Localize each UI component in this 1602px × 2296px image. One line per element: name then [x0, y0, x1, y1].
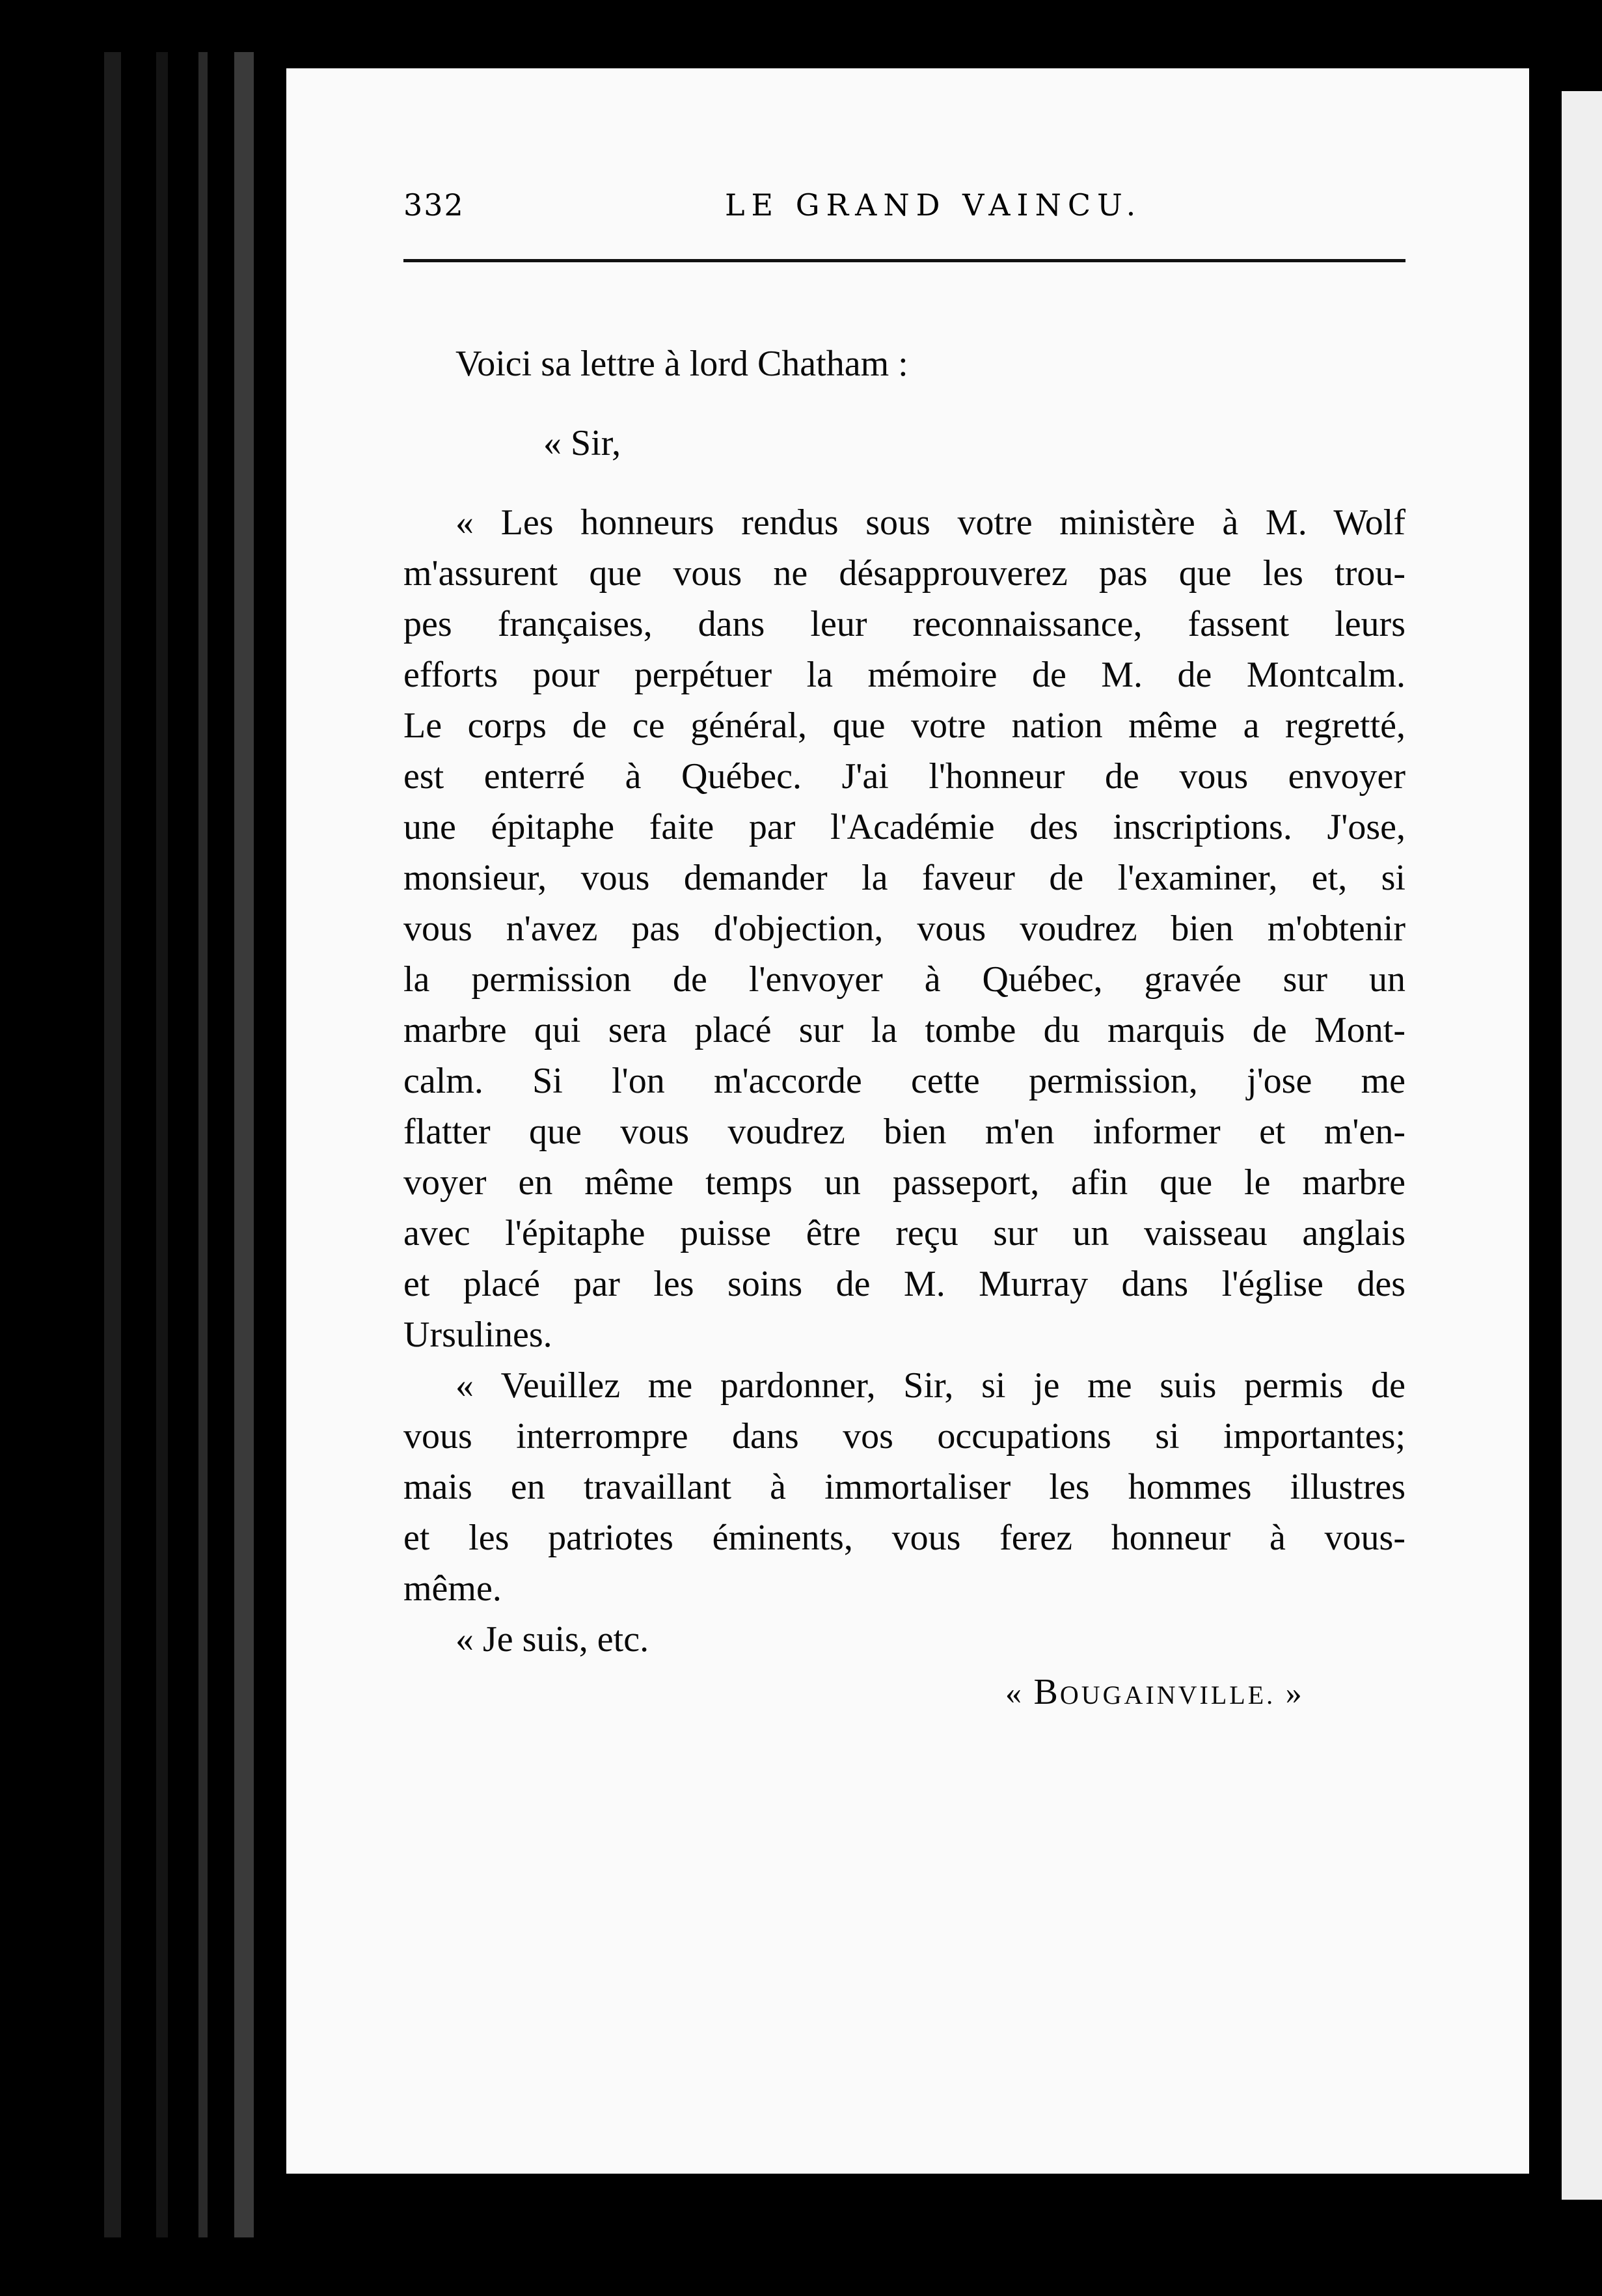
- text-line: et les patriotes éminents, vous ferez honneur à vous-: [403, 1518, 1405, 1558]
- text-line: calm. Si l'on m'accorde cette permission, j'ose me: [403, 1061, 1405, 1101]
- text-line: Le corps de ce général, que votre nation même a regretté,: [403, 705, 1405, 746]
- text-line: pes françaises, dans leur reconnaissance, fassent leurs: [403, 604, 1405, 644]
- binding-edge: [198, 52, 208, 2237]
- binding-edge: [104, 52, 121, 2237]
- closing-line: « Je suis, etc.: [455, 1619, 649, 1660]
- intro-line: Voici sa lettre à lord Chatham :: [455, 344, 908, 384]
- text-line: flatter que vous voudrez bien m'en informer et m'en-: [403, 1112, 1405, 1152]
- text-line: est enterré à Québec. J'ai l'honneur de vous envoyer: [403, 756, 1405, 797]
- signature: [1005, 1671, 1304, 1713]
- header-rule: [403, 259, 1405, 262]
- signature-initial: B: [1033, 1672, 1060, 1712]
- letter-paragraph-2: [403, 1360, 1405, 1614]
- text-line: vous interrompre dans vos occupations si importantes;: [403, 1416, 1405, 1456]
- text-line: mais en travaillant à immortaliser les hommes illustres: [403, 1467, 1405, 1507]
- book-binding: [0, 0, 273, 2296]
- text-line: même.: [403, 1568, 502, 1609]
- salutation: « Sir,: [543, 423, 621, 463]
- text-line: et placé par les soins de M. Murray dans l'église des: [403, 1264, 1405, 1304]
- text-line: marbre qui sera placé sur la tombe du marquis de Mont-: [403, 1010, 1405, 1050]
- signature-close-quote: »: [1275, 1674, 1304, 1711]
- text-line: « Les honneurs rendus sous votre ministère à M. Wolf: [455, 502, 1405, 543]
- text-line: m'assurent que vous ne désapprouverez pas que les trou-: [403, 553, 1405, 594]
- page-number: 332: [403, 187, 465, 223]
- running-head: [403, 187, 1399, 233]
- body-text: [403, 338, 1405, 1665]
- signature-open-quote: «: [1005, 1674, 1034, 1711]
- facing-page-edge: [1562, 91, 1602, 2200]
- text-line: avec l'épitaphe puisse être reçu sur un vaisseau anglais: [403, 1213, 1405, 1253]
- signature-name: OUGAINVILLE.: [1059, 1680, 1276, 1710]
- letter-paragraph-1: [403, 497, 1405, 1360]
- running-title: LE GRAND VAINCU.: [725, 187, 1143, 223]
- binding-edge: [156, 52, 168, 2237]
- text-line: « Veuillez me pardonner, Sir, si je me suis permis de: [455, 1365, 1405, 1406]
- text-line: vous n'avez pas d'objection, vous voudrez bien m'obtenir: [403, 909, 1405, 949]
- binding-edge: [234, 52, 254, 2237]
- text-line: une épitaphe faite par l'Académie des inscriptions. J'ose,: [403, 807, 1405, 847]
- text-line: efforts pour perpétuer la mémoire de M. de Montcalm.: [403, 655, 1405, 695]
- text-line: la permission de l'envoyer à Québec, gravée sur un: [403, 959, 1405, 1000]
- text-line: Ursulines.: [403, 1315, 552, 1355]
- text-line: monsieur, vous demander la faveur de l'examiner, et, si: [403, 858, 1405, 898]
- text-line: voyer en même temps un passeport, afin que le marbre: [403, 1162, 1405, 1203]
